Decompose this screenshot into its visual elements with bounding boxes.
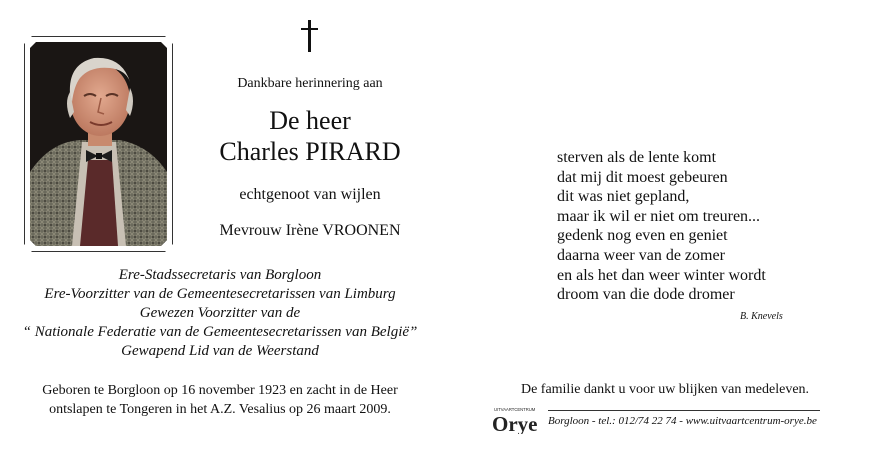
poem-line: gedenk nog even en geniet bbox=[557, 227, 728, 245]
title-line: Gewapend Lid van de Weerstand bbox=[121, 343, 319, 359]
cross-icon bbox=[295, 20, 325, 54]
portrait-image bbox=[30, 42, 167, 246]
title-line: Ere-Voorzitter van de Gemeentesecretarissen van Limburg bbox=[44, 286, 396, 302]
title-line: “ Nationale Federatie van de Gemeentesecretarissen van België” bbox=[22, 324, 418, 340]
footer-divider bbox=[548, 410, 820, 411]
birth-line: Geboren te Borgloon op 16 november 1923 en zacht in de Heer bbox=[42, 383, 398, 398]
poem-line: sterven als de lente komt bbox=[557, 149, 717, 166]
funeral-home-contact: Borgloon - tel.: 012/74 22 74 - www.uitvaartcentrum-orye.be bbox=[548, 415, 817, 427]
poem-line: maar ik wil er niet om treuren... bbox=[557, 207, 761, 225]
honorary-titles bbox=[20, 266, 420, 361]
spouse-intro: echtgenoot van wijlen bbox=[239, 186, 381, 203]
portrait-photo bbox=[24, 36, 173, 252]
title-line: Ere-Stadssecretaris van Borgloon bbox=[118, 267, 322, 283]
intro-text: Dankbare herinnering aan bbox=[237, 76, 383, 91]
birth-death-info bbox=[20, 381, 420, 419]
poem-line: dat mij dit moest gebeuren bbox=[557, 168, 728, 186]
poem bbox=[557, 148, 837, 305]
funeral-home-logo bbox=[492, 404, 546, 434]
poem-line: dit was niet gepland, bbox=[557, 188, 690, 206]
poem-author: B. Knevels bbox=[740, 311, 783, 322]
deceased-salutation: De heer bbox=[269, 106, 351, 135]
logo-text: Orye bbox=[492, 412, 538, 434]
title-line: Gewezen Voorzitter van de bbox=[139, 305, 301, 321]
deceased-name: Charles PIRARD bbox=[219, 137, 401, 166]
poem-line: daarna weer van de zomer bbox=[557, 246, 725, 264]
poem-line: droom van die dode dromer bbox=[557, 286, 735, 304]
poem-line: en als het dan weer winter wordt bbox=[557, 266, 766, 284]
death-line: ontslapen te Tongeren in het A.Z. Vesalius op 26 maart 2009. bbox=[49, 402, 391, 417]
spouse-name: Mevrouw Irène VROONEN bbox=[219, 222, 401, 239]
family-thanks: De familie dankt u voor uw blijken van medeleven. bbox=[520, 382, 810, 397]
logo-small-text: UITVAARTCENTRUM bbox=[494, 407, 536, 412]
